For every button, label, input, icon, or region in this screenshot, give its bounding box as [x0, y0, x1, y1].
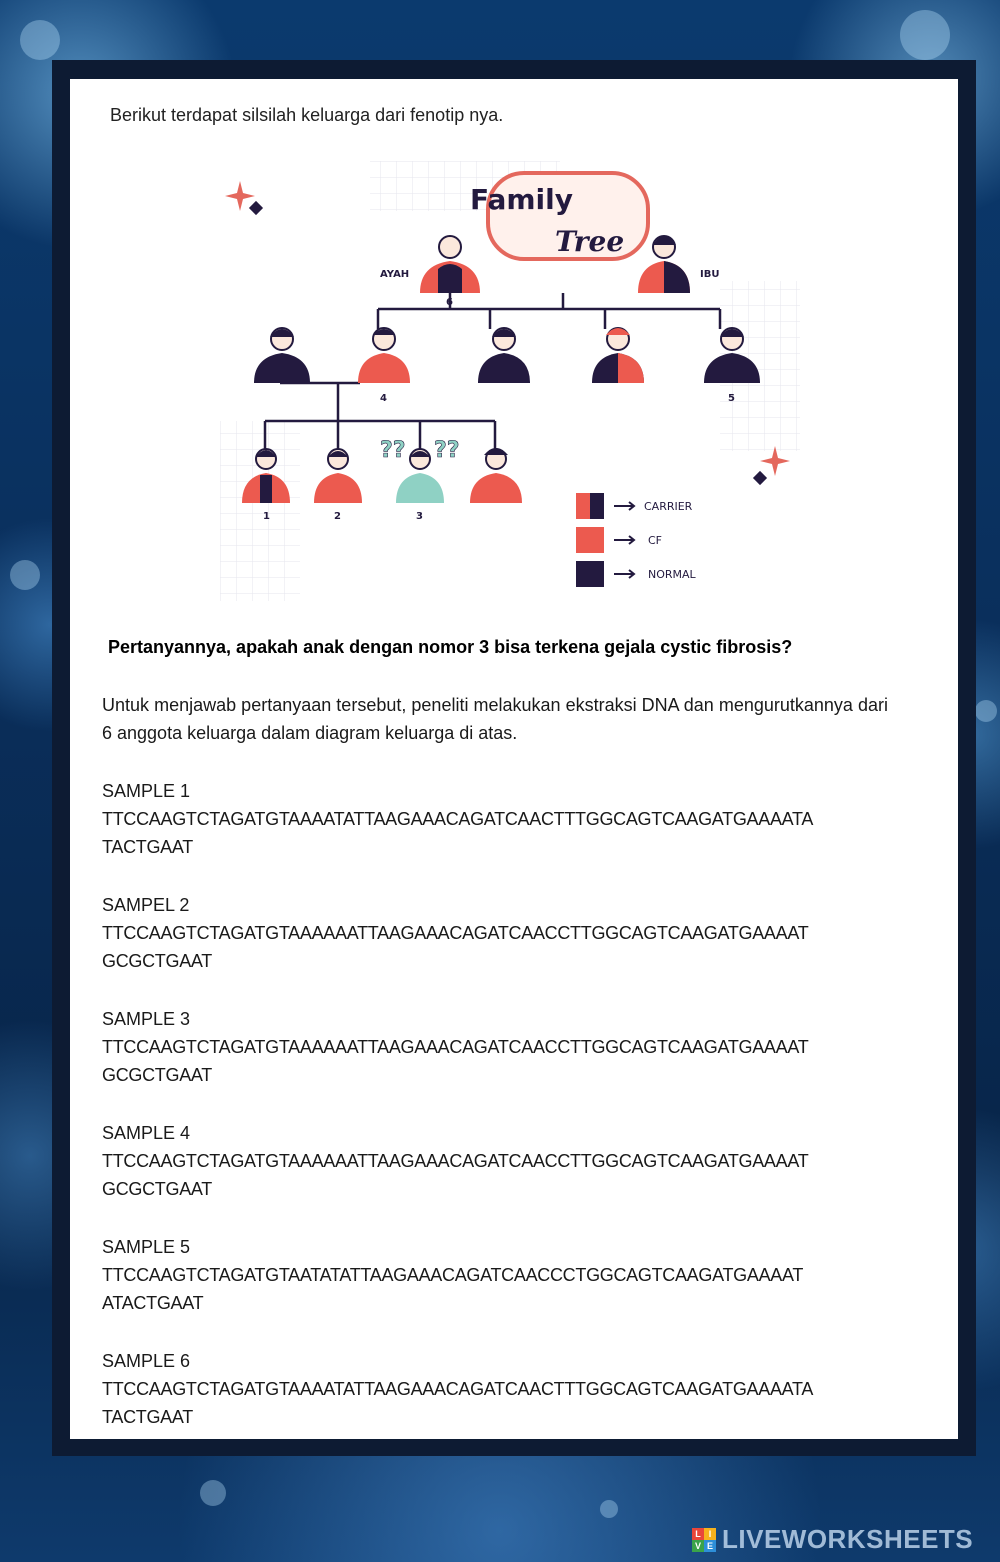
sample-block-6	[102, 1347, 902, 1431]
sample-block-1	[102, 777, 902, 861]
legend-normal	[576, 561, 697, 587]
sample-sequence: TTCCAAGTCTAGATGTAAAATATTAAGAAACAGATCAACTTTGGCAGTCAAGATGAAAATA	[102, 809, 814, 829]
sample-block-3	[102, 1005, 902, 1089]
liveworksheets-logo-icon	[692, 1528, 716, 1552]
title-tree: Tree	[555, 225, 625, 258]
sample-block-2	[102, 891, 902, 975]
legend-carrier	[576, 493, 693, 519]
person-2	[314, 449, 362, 503]
mother-person	[638, 236, 690, 293]
sibling-person	[592, 328, 644, 383]
svg-text:??: ??	[380, 438, 406, 463]
worksheet-page	[70, 79, 958, 1439]
bokeh-light	[200, 1480, 226, 1506]
legend-cf	[576, 527, 662, 553]
sample-label: SAMPEL 2	[102, 895, 190, 915]
grid-background	[220, 421, 300, 601]
person-4	[358, 328, 410, 383]
intro-text: Berikut terdapat silsilah keluarga dari fenotip nya.	[110, 105, 504, 125]
bokeh-light	[20, 20, 60, 60]
bokeh-light	[900, 10, 950, 60]
instruction-paragraph: Untuk menjawab pertanyaan tersebut, peneliti melakukan ekstraksi DNA dan mengurutkannya dari 6 anggota keluarga dalam diagram keluarga di atas.	[102, 695, 888, 743]
logo-letter: E	[704, 1540, 716, 1552]
logo-letter: V	[692, 1540, 704, 1552]
sample-sequence: GCGCTGAAT	[102, 951, 212, 971]
sample-block-5	[102, 1233, 902, 1317]
sample-sequence: TTCCAAGTCTAGATGTAAAAAATTAAGAAACAGATCAACCTTGGCAGTCAAGATGAAAAT	[102, 923, 809, 943]
sample-sequence: ATACTGAAT	[102, 1293, 204, 1313]
sample-sequence: TTCCAAGTCTAGATGTAATATATTAAGAAACAGATCAACCCTGGCAGTCAAGATGAAAAT	[102, 1265, 804, 1285]
sample-sequence: TTCCAAGTCTAGATGTAAAAAATTAAGAAACAGATCAACCTTGGCAGTCAAGATGAAAAT	[102, 1037, 809, 1057]
sample-label: SAMPLE 1	[102, 781, 191, 801]
sparkle-icon	[753, 471, 767, 485]
number-1: 1	[263, 511, 270, 522]
legend-cf-label: CF	[648, 534, 663, 547]
bokeh-light	[10, 560, 40, 590]
label-ayah: AYAH	[380, 269, 410, 280]
number-5: 5	[728, 393, 735, 404]
sample-sequence: TACTGAAT	[102, 837, 193, 857]
label-ibu: IBU	[700, 269, 720, 280]
legend-normal-label: NORMAL	[648, 568, 696, 581]
bokeh-light	[600, 1500, 618, 1518]
sibling-person	[478, 328, 530, 383]
liveworksheets-brand	[692, 1524, 973, 1555]
title-family: Family	[470, 183, 574, 216]
sample-label: SAMPLE 5	[102, 1237, 191, 1257]
number-2: 2	[334, 511, 341, 522]
number-3: 3	[416, 511, 423, 522]
sample-sequence: GCGCTGAAT	[102, 1065, 212, 1085]
sample-sequence: TTCCAAGTCTAGATGTAAAATATTAAGAAACAGATCAACTTTGGCAGTCAAGATGAAAATA	[102, 1379, 814, 1399]
question-text: Pertanyannya, apakah anak dengan nomor 3 bisa terkena gejala cystic fibrosis?	[108, 637, 793, 657]
sample-label: SAMPLE 4	[102, 1123, 191, 1143]
family-tree-figure	[220, 161, 810, 601]
number-6: 6	[446, 297, 453, 308]
sparkle-icon	[249, 201, 263, 215]
brand-text: LIVEWORKSHEETS	[722, 1524, 974, 1554]
sample-label: SAMPLE 6	[102, 1351, 191, 1371]
spouse-person	[254, 328, 310, 383]
sample-block-4	[102, 1119, 902, 1203]
sample-sequence: TTCCAAGTCTAGATGTAAAAAATTAAGAAACAGATCAACCTTGGCAGTCAAGATGAAAAT	[102, 1151, 809, 1171]
sample-sequence: TACTGAAT	[102, 1407, 193, 1427]
sample-label: SAMPLE 3	[102, 1009, 191, 1029]
father-person	[420, 236, 480, 293]
number-4: 4	[380, 393, 387, 404]
legend-carrier-label: CARRIER	[644, 500, 693, 513]
logo-letter: I	[704, 1528, 716, 1540]
svg-text:??: ??	[434, 438, 460, 463]
grandchild-person	[470, 448, 522, 503]
bokeh-light	[975, 700, 997, 722]
sample-sequence: GCGCTGAAT	[102, 1179, 212, 1199]
logo-letter: L	[692, 1528, 704, 1540]
